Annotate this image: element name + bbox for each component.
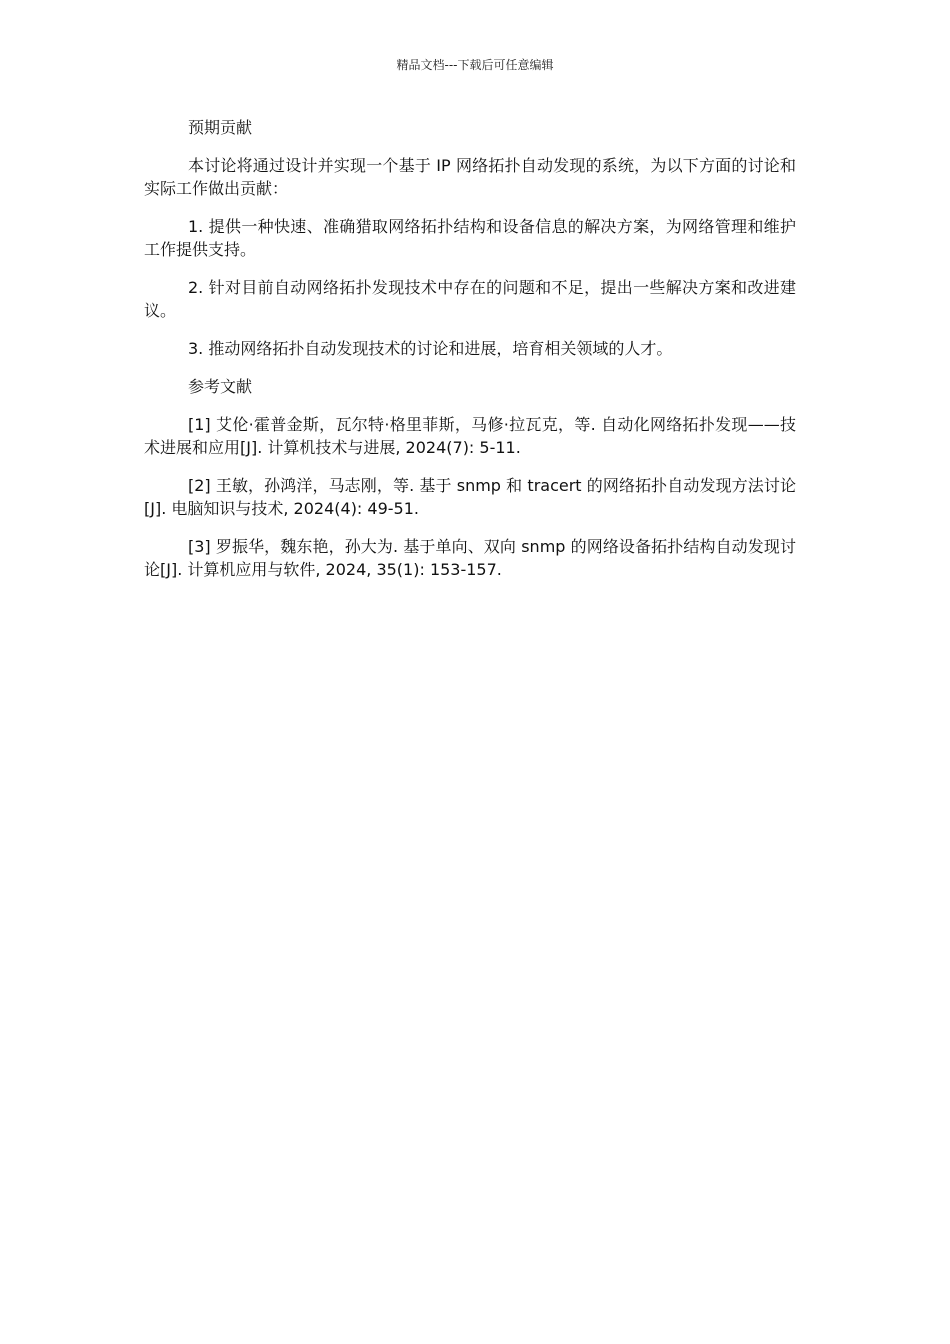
- reference-item-3: [3] 罗振华，魏东艳，孙大为. 基于单向、双向 snmp 的网络设备拓扑结构自动发现讨论[J]. 计算机应用与软件, 2024, 35(1): 153-157.: [144, 537, 796, 579]
- contribution-intro: 本讨论将通过设计并实现一个基于 IP 网络拓扑自动发现的系统，为以下方面的讨论和实际工作做出贡献：: [144, 156, 796, 198]
- reference-item-2: [2] 王敏，孙鸿洋，马志刚，等. 基于 snmp 和 tracert 的网络拓扑自动发现方法讨论[J]. 电脑知识与技术, 2024(4): 49-51.: [144, 476, 796, 518]
- reference-item-1: [1] 艾伦·霍普金斯，瓦尔特·格里菲斯，马修·拉瓦克，等. 自动化网络拓扑发现——技术进展和应用[J]. 计算机技术与进展, 2024(7): 5-11.: [144, 415, 796, 457]
- document-body: [144, 116, 796, 596]
- contribution-item-3: 3. 推动网络拓扑自动发现技术的讨论和进展，培育相关领域的人才。: [188, 339, 673, 358]
- contribution-item-1: 1. 提供一种快速、准确猎取网络拓扑结构和设备信息的解决方案，为网络管理和维护工作提供支持。: [144, 217, 796, 259]
- page-header: 精品文档---下载后可任意编辑: [396, 58, 554, 72]
- section-title-references: 参考文献: [188, 377, 253, 396]
- section-title-contribution: 预期贡献: [188, 118, 253, 137]
- contribution-item-2: 2. 针对目前自动网络拓扑发现技术中存在的问题和不足，提出一些解决方案和改进建议。: [144, 278, 796, 320]
